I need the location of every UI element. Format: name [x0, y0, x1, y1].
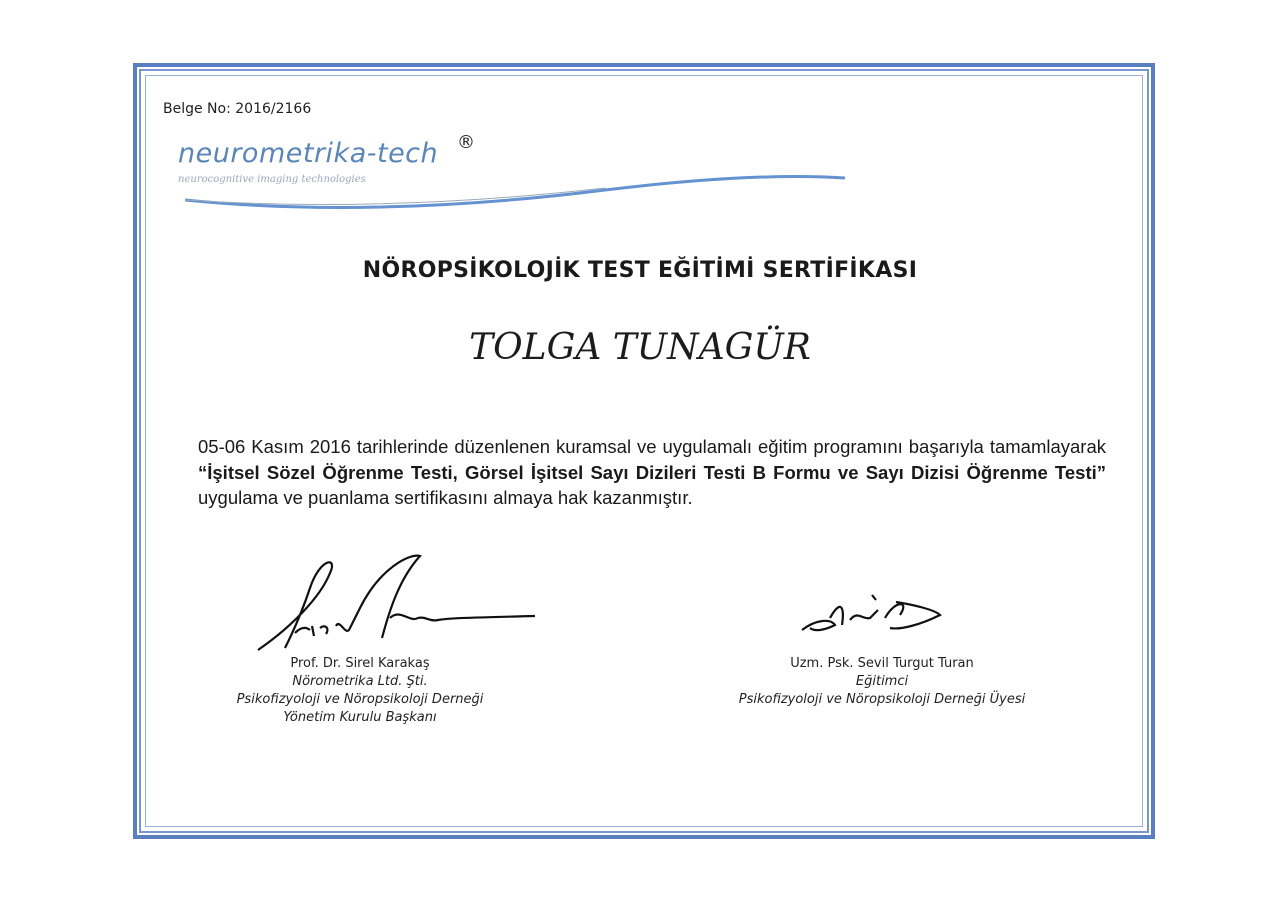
logo-name: neurometrika-tech: [178, 138, 439, 169]
company-logo: [178, 132, 475, 185]
signatory-affiliation: Psikofizyoloji ve Nöropsikoloji Derneği Üyesi: [738, 692, 1026, 707]
registered-mark: ®: [457, 132, 475, 153]
signatory-block-2: [700, 655, 1064, 709]
recipient-name: TOLGA TUNAGÜR: [469, 327, 811, 368]
certificate-title: NÖROPSİKOLOJİK TEST EĞİTİMİ SERTİFİKASI: [362, 258, 918, 283]
body-text-intro: 05-06 Kasım 2016 tarihlerinde düzenlenen kuramsal ve uygulamalı eğitim programını başarıyla tamamlayarak: [198, 436, 1106, 457]
body-text-outro: uygulama ve puanlama sertifikasını almaya hak kazanmıştır.: [198, 487, 693, 508]
logo-swoosh: [185, 160, 855, 220]
logo-tagline: neurocognitive imaging technologies: [178, 174, 366, 185]
signatory-affiliation: Nörometrika Ltd. Şti.: [292, 674, 428, 689]
body-text-tests: “İşitsel Sözel Öğrenme Testi, Görsel İşitsel Sayı Dizileri Testi B Formu ve Sayı Dizisi Öğrenme Testi”: [198, 461, 1106, 483]
signatory-name: Prof. Dr. Sirel Karakaş: [290, 656, 430, 671]
signature-karakas: [250, 548, 540, 658]
signatory-name: Uzm. Psk. Sevil Turgut Turan: [790, 656, 974, 671]
signature-turan: [800, 590, 950, 645]
document-number: Belge No: 2016/2166: [163, 101, 312, 117]
certificate-body: [198, 434, 1106, 511]
signatory-block-1: [180, 655, 540, 727]
signatory-affiliation: Psikofizyoloji ve Nöropsikoloji Derneği: [236, 692, 484, 707]
signatory-role: Yönetim Kurulu Başkanı: [283, 710, 437, 725]
signatory-role: Eğitimci: [855, 674, 909, 689]
